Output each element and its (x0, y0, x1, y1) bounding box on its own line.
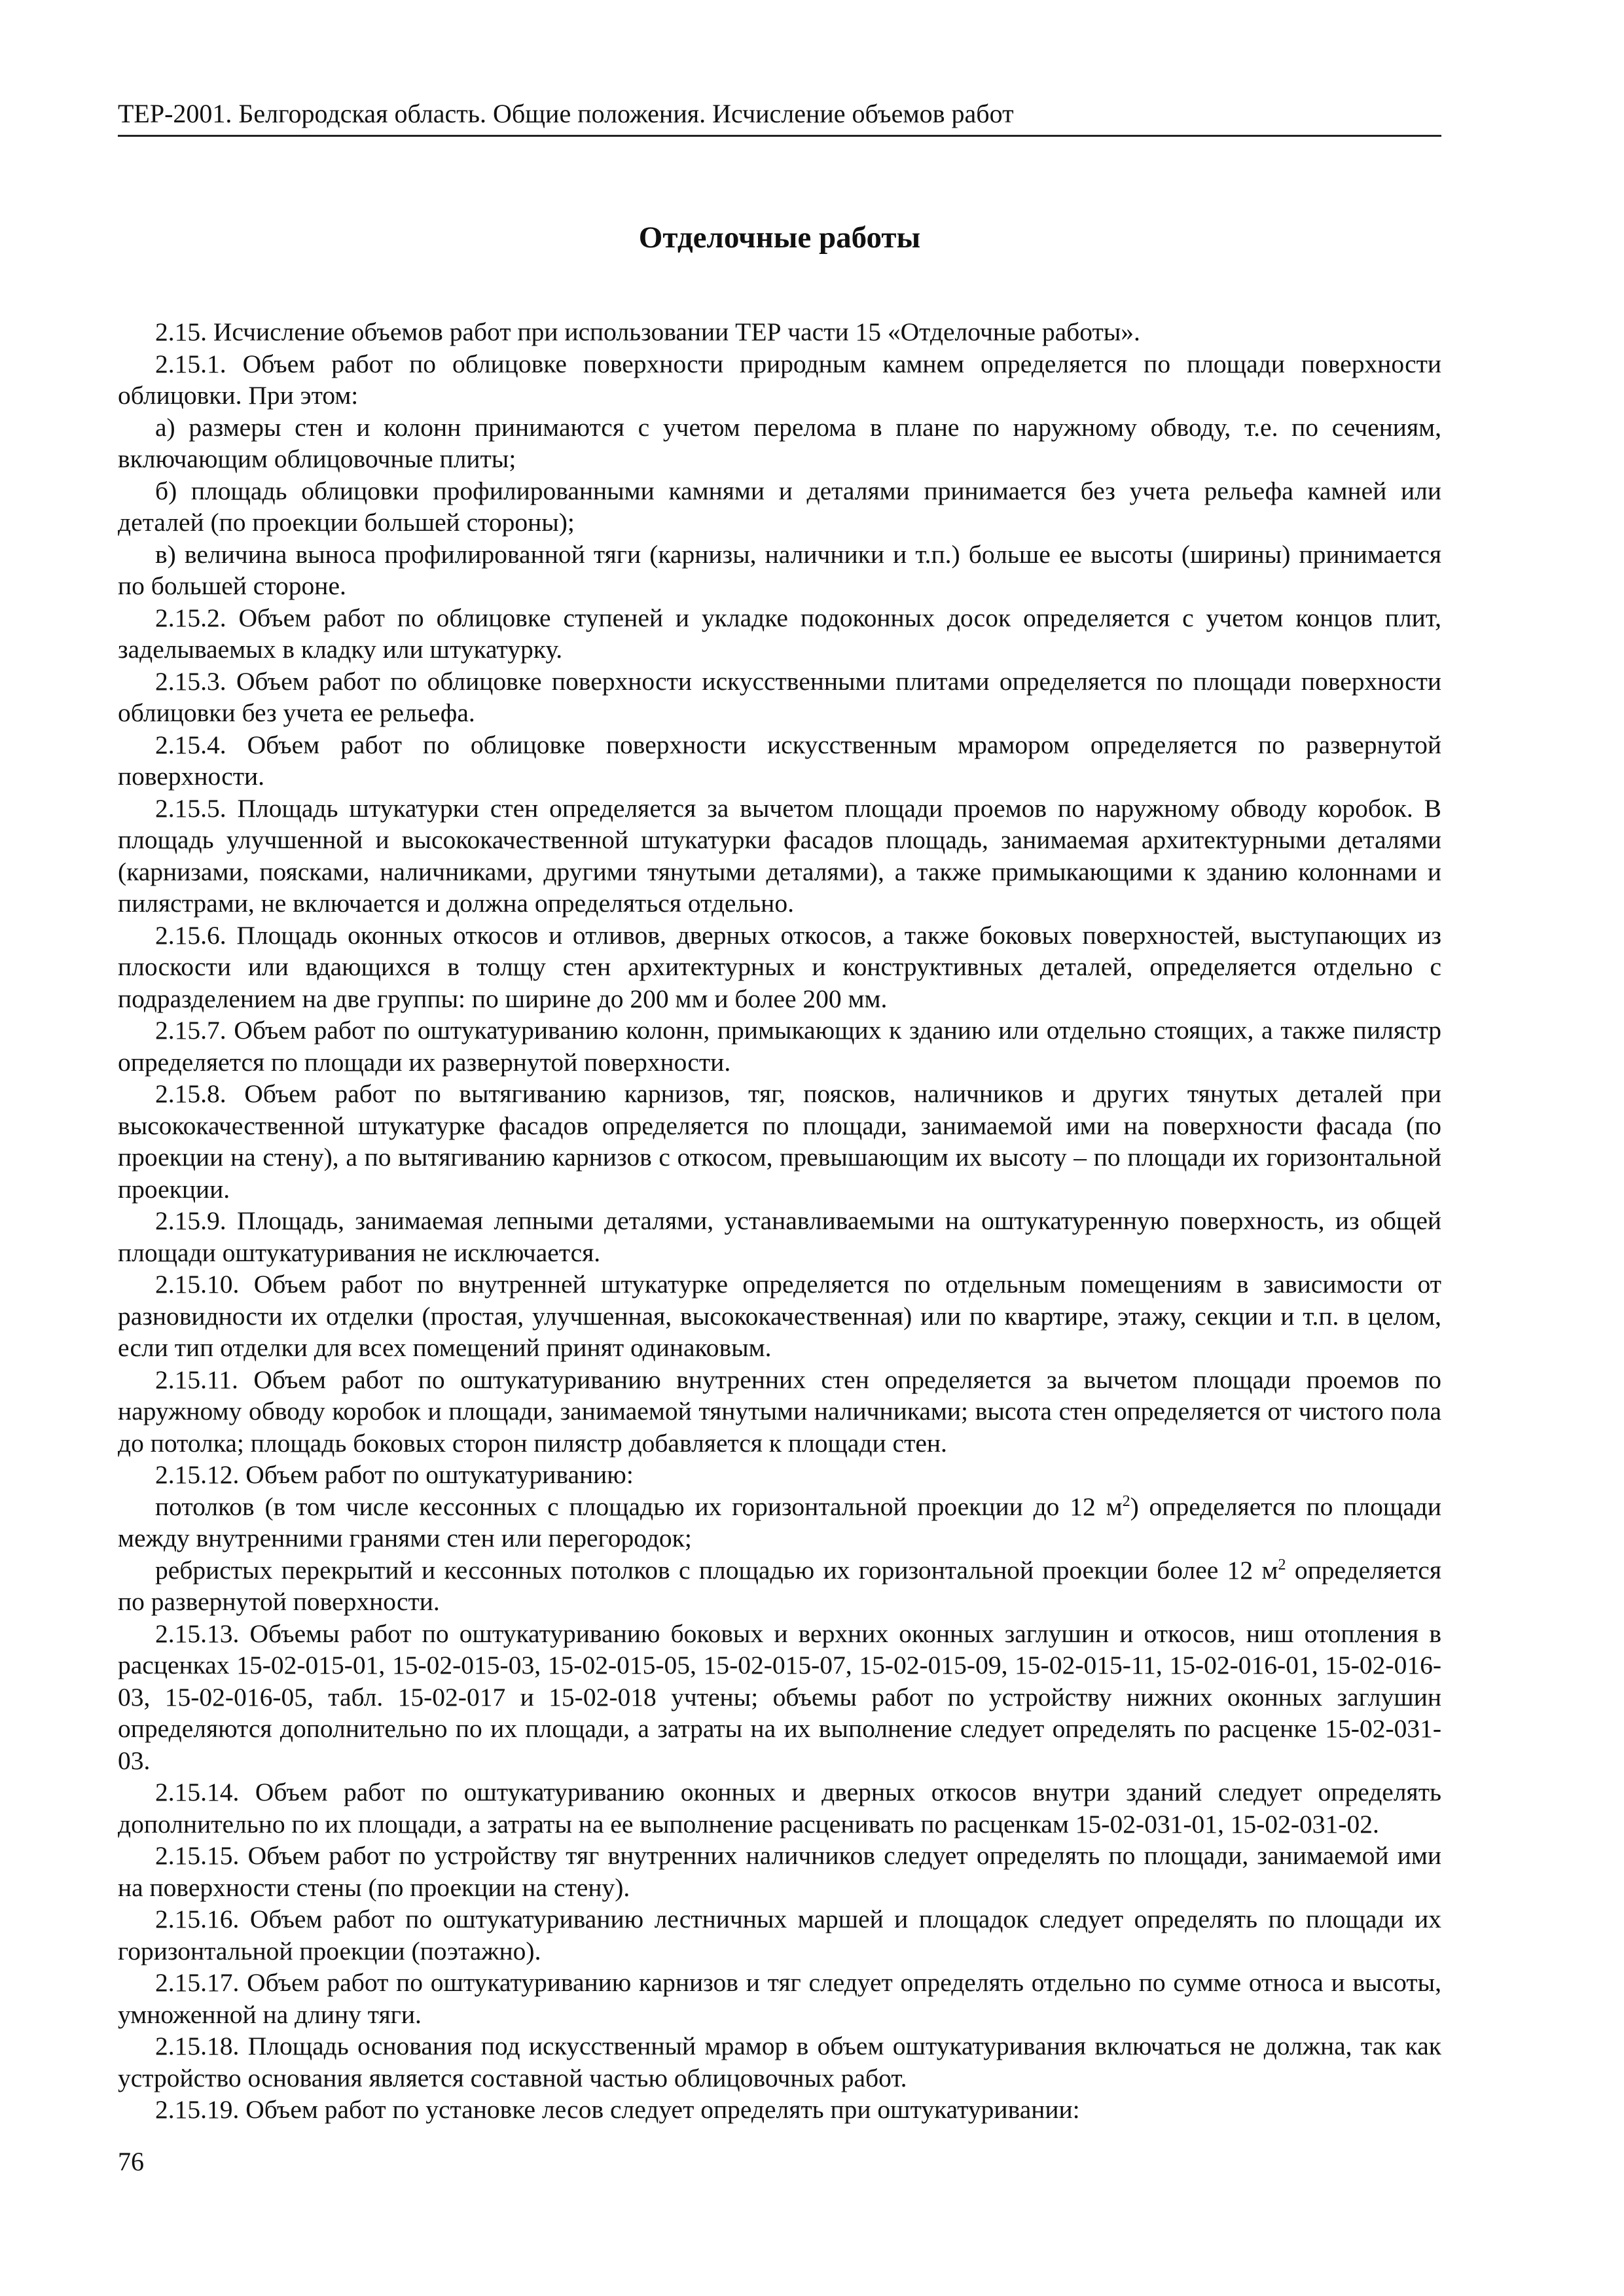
text-part: ) определяется по площади между внутренними гранями стен или перегородок; (118, 1492, 1441, 1552)
paragraph: 2.15.4. Объем работ по облицовке поверхности искусственным мрамором определяется по развернутой поверхности. (118, 730, 1441, 791)
paragraph: 2.15.17. Объем работ по оштукатуриванию карнизов и тяг следует определять отдельно по сумме относа и высоты, умноженной на длину тяги. (118, 1968, 1441, 2029)
paragraph-ceilings (118, 1491, 1441, 1554)
paragraph: 2.15.14. Объем работ по оштукатуриванию оконных и дверных откосов внутри зданий следует определять дополнительно по их площади, а затраты на ее выполнение расценивать по расценкам 15-02-031-01, 15-02-031-02. (118, 1778, 1441, 1839)
paragraph: а) размеры стен и колонн принимаются с учетом перелома в плане по наружному обводу, т.е. по сечениям, включающим облицовочные плиты; (118, 412, 1441, 473)
paragraph: 2.15. Исчисление объемов работ при использовании ТЕР части 15 «Отделочные работы». (155, 317, 1140, 346)
paragraph: 2.15.19. Объем работ по установке лесов следует определять при оштукатуривании: (155, 2095, 1080, 2124)
paragraph: 2.15.2. Объем работ по облицовке ступеней и укладке подоконных досок определяется с учетом концов плит, заделываемых в кладку или штукатурку. (118, 603, 1441, 664)
text-part: определяется по развернутой поверхности. (118, 1555, 1441, 1616)
page-number: 76 (118, 2147, 144, 2176)
paragraph: 2.15.3. Объем работ по облицовке поверхности искусственными плитами определяется по площади поверхности облицовки без учета ее рельефа. (118, 666, 1441, 727)
paragraph: 2.15.15. Объем работ по устройству тяг внутренних наличников следует определять по площади, занимаемой ими на поверхности стены (по проекции на стену). (118, 1841, 1441, 1902)
superscript: 2 (1122, 1492, 1130, 1510)
running-header: ТЕР-2001. Белгородская область. Общие положения. Исчисление объемов работ (118, 98, 1441, 137)
document-body (118, 316, 1441, 2126)
paragraph: 2.15.5. Площадь штукатурки стен определяется за вычетом площади проемов по наружному обводу коробок. В площадь улучшенной и высококачественной штукатурки фасадов площадь, занимаемая архитектурными деталями (карнизами, поясками, наличниками, другими тянутыми деталями), а также примыкающими к зданию колоннами и пилястрами, не включается и должна определяться отдельно. (118, 793, 1441, 918)
text-part: потолков (в том числе кессонных с площадью их горизонтальной проекции до 12 м (155, 1492, 1123, 1521)
paragraph: 2.15.11. Объем работ по оштукатуриванию внутренних стен определяется за вычетом площади проемов по наружному обводу коробок и площади, занимаемой тянутыми наличниками; высота стен определяется от чистого пола до потолка; площадь боковых сторон пилястр добавляется к площади стен. (118, 1365, 1441, 1458)
paragraph: 2.15.9. Площадь, занимаемая лепными деталями, устанавливаемыми на оштукатуренную поверхность, из общей площади оштукатуривания не исключается. (118, 1206, 1441, 1267)
paragraph: 2.15.10. Объем работ по внутренней штукатурке определяется по отдельным помещениям в зависимости от разновидности их отделки (простая, улучшенная, высококачественная) или по квартире, этажу, секции и т.п. в целом, если тип отделки для всех помещений принят одинаковым. (118, 1270, 1441, 1362)
paragraph: 2.15.7. Объем работ по оштукатуриванию колонн, примыкающих к зданию или отдельно стоящих, а также пилястр определяется по площади их развернутой поверхности. (118, 1016, 1441, 1077)
paragraph: б) площадь облицовки профилированными камнями и деталями принимается без учета рельефа камней или деталей (по проекции большей стороны); (118, 476, 1441, 537)
paragraph: 2.15.16. Объем работ по оштукатуриванию лестничных маршей и площадок следует определять по площади их горизонтальной проекции (поэтажно). (118, 1905, 1441, 1965)
paragraph: 2.15.6. Площадь оконных откосов и отливов, дверных откосов, а также боковых поверхностей, выступающих из плоскости или вдающихся в толщу стен архитектурных и конструктивных деталей, определяется отдельно с подразделением на две группы: по ширине до 200 мм и более 200 мм. (118, 920, 1441, 1013)
superscript: 2 (1278, 1556, 1286, 1573)
paragraph: 2.15.13. Объемы работ по оштукатуриванию боковых и верхних оконных заглушин и откосов, ниш отопления в расценках 15-02-015-01, 15-02-015-03, 15-02-015-05, 15-02-015-07, 15-02-015-09, 15-02-015-11, 15-02-016-01, 15-02-016-03, 15-02-016-05, табл. 15-02-017 и 15-02-018 учтены; объемы работ по устройству нижних оконных заглушин определяются дополнительно по их площади, а затраты на их выполнение следует определять по расценке 15-02-031-03. (118, 1619, 1441, 1775)
paragraph: 2.15.12. Объем работ по оштукатуриванию: (155, 1460, 634, 1489)
paragraph: 2.15.8. Объем работ по вытягиванию карнизов, тяг, поясков, наличников и других тянутых деталей при высококачественной штукатурке фасадов определяется по площади, занимаемой ими на поверхности фасада (по проекции на стену), а по вытягиванию карнизов с откосом, превышающим их высоту – по площади их горизонтальной проекции. (118, 1079, 1441, 1204)
text-part: ребристых перекрытий и кессонных потолков с площадью их горизонтальной проекции более 12 м (155, 1555, 1278, 1585)
section-title: Отделочные работы (638, 221, 921, 255)
paragraph: 2.15.1. Объем работ по облицовке поверхности природным камнем определяется по площади поверхности облицовки. При этом: (118, 349, 1441, 410)
paragraph-ribbed (118, 1554, 1441, 1618)
paragraph: 2.15.18. Площадь основания под искусственный мрамор в объем оштукатуривания включаться не должна, так как устройство основания является составной частью облицовочных работ. (118, 2032, 1441, 2092)
paragraph: в) величина выноса профилированной тяги (карнизы, наличники и т.п.) больше ее высоты (ширины) принимается по большей стороне. (118, 539, 1441, 600)
